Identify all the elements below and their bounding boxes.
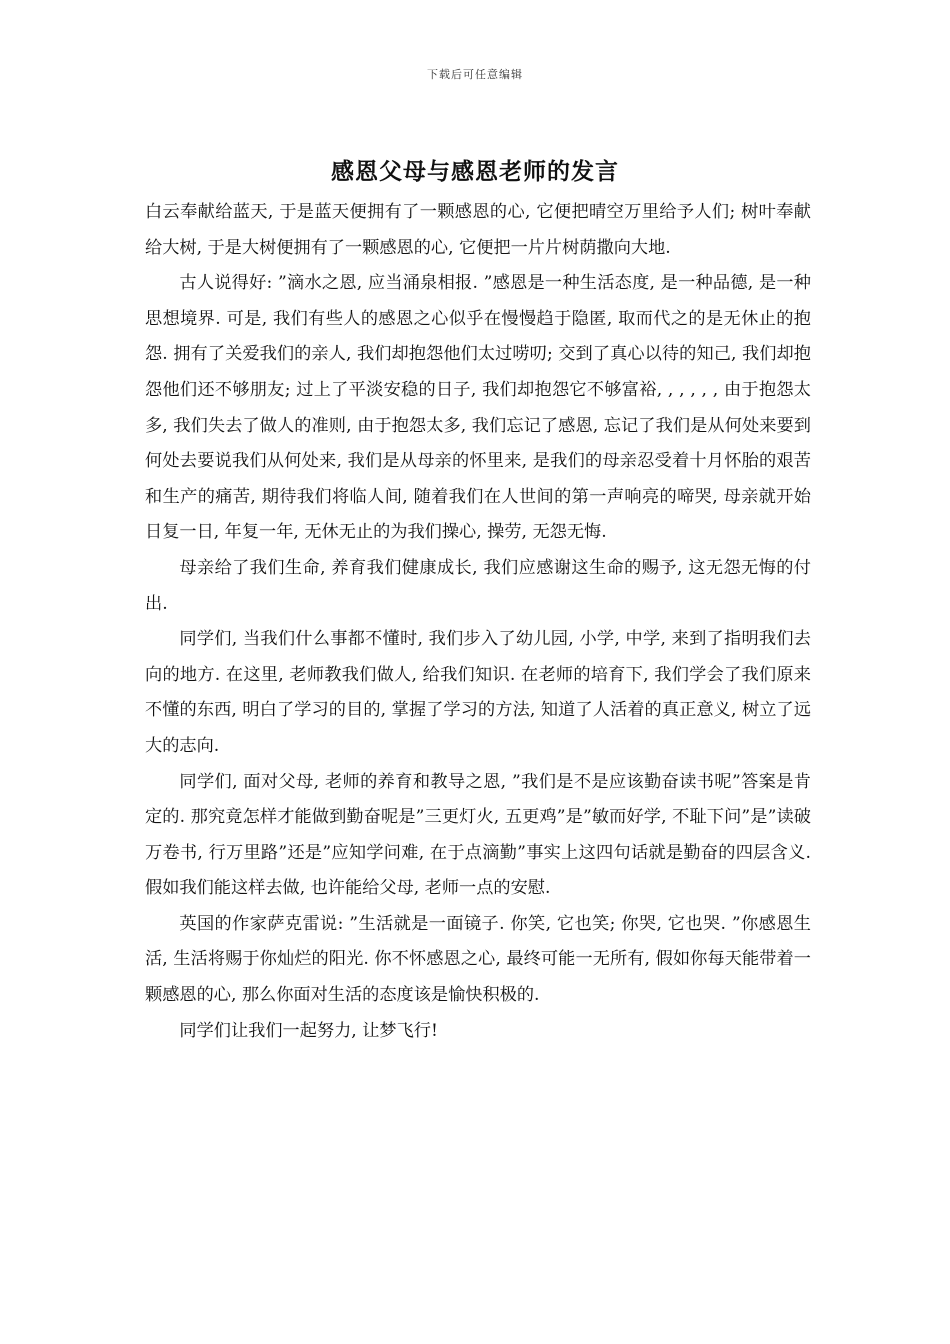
paragraph-4: 同学们, 当我们什么事都不懂时, 我们步入了幼儿园, 小学, 中学, 来到了指明我们去向的地方. 在这里, 老师教我们做人, 给我们知识. 在老师的培育下, 我们学会了我们原来不懂的东西, 明白了学习的目的, 掌握了学习的方法, 知道了人活着的真正意义, 树立了远大的志向. <box>145 629 811 756</box>
paragraph-2: 古人说得好: ”滴水之恩, 应当涌泉相报. ”感恩是一种生活态度, 是一种品德, 是一种思想境界. 可是, 我们有些人的感恩之心似乎在慢慢趋于隐匿, 取而代之的是无休止的抱怨. 拥有了关爱我们的亲人, 我们却抱怨他们太过唠叨; 交到了真心以待的知己, 我们却抱怨他们还不够朋友; 过上了平淡安稳的日子, 我们却抱怨它不够富裕, , , , , , 由于抱怨太多, 我们失去了做人的准则, 由于抱怨太多, 我们忘记了感恩, 忘记了我们是从何处来要到何处去要说我们从何处来, 我们是从母亲的怀里来, 是我们的母亲忍受着十月怀胎的艰苦和生产的痛苦, 期待我们将临人间, 随着我们在人世间的第一声响亮的啼哭, 母亲就开始日复一日, 年复一年, 无休无止的为我们操心, 操劳, 无怨无悔. <box>145 273 811 543</box>
paragraph-7: 同学们让我们一起努力, 让梦飞行! <box>179 1020 438 1041</box>
header-note: 下载后可任意编辑 <box>427 68 523 81</box>
paragraph-1: 白云奉献给蓝天, 于是蓝天便拥有了一颗感恩的心, 它便把晴空万里给予人们; 树叶奉献给大树, 于是大树便拥有了一颗感恩的心, 它便把一片片树荫撒向大地. <box>145 202 811 258</box>
paragraph-5: 同学们, 面对父母, 老师的养育和教导之恩, ”我们是不是应该勤奋读书呢”答案是肯定的. 那究竟怎样才能做到勤奋呢是”三更灯火, 五更鸡”是”敏而好学, 不耻下问”是”读破万卷书, 行万里路”还是”应知学问难, 在于点滴勤”事实上这四句话就是勤奋的四层含义. 假如我们能这样去做, 也许能给父母, 老师一点的安慰. <box>145 771 811 899</box>
document-title: 感恩父母与感恩老师的发言 <box>331 158 619 185</box>
paragraph-3: 母亲给了我们生命, 养育我们健康成长, 我们应感谢这生命的赐予, 这无怨无悔的付出. <box>145 557 811 614</box>
paragraph-6: 英国的作家萨克雷说: ”生活就是一面镜子. 你笑, 它也笑; 你哭, 它也哭. ”你感恩生活, 生活将赐于你灿烂的阳光. 你不怀感恩之心, 最终可能一无所有, 假如你每天能带着一颗感恩的心, 那么你面对生活的态度该是愉快积极的. <box>145 913 811 1006</box>
document-body <box>145 195 811 1049</box>
